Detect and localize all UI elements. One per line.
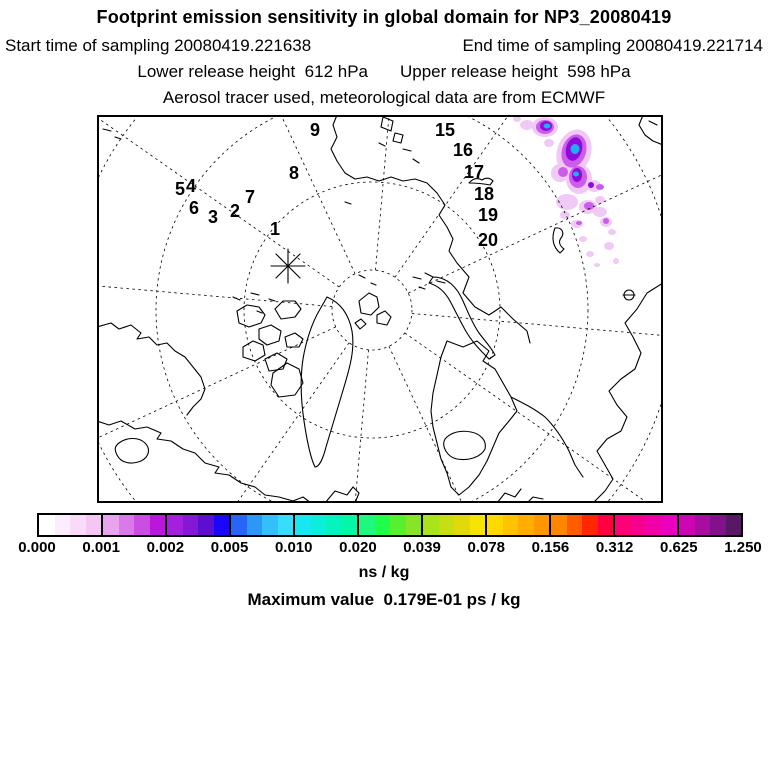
end-time-label: End time of sampling 20080419.221714 bbox=[462, 36, 763, 55]
colorbar-tick: 0.005 bbox=[210, 539, 249, 556]
upper-release-label: Upper release height 598 hPa bbox=[400, 62, 631, 81]
emission-plume bbox=[513, 116, 619, 267]
colorbar-block bbox=[549, 513, 615, 537]
coastline-path bbox=[593, 283, 663, 503]
max-value-label: Maximum value 0.179E-01 ps / kg bbox=[247, 590, 521, 609]
colorbar-tick: 1.250 bbox=[724, 539, 762, 556]
island bbox=[265, 353, 287, 371]
colorbar-cell bbox=[103, 515, 119, 535]
trajectory-label: 6 bbox=[188, 198, 200, 218]
trajectory-label: 2 bbox=[229, 201, 241, 221]
iceland-outline bbox=[444, 431, 486, 459]
island bbox=[381, 117, 403, 143]
colorbar-cell bbox=[567, 515, 583, 535]
colorbar-cell bbox=[278, 515, 294, 535]
trajectory-label: 19 bbox=[477, 205, 499, 225]
coastline-path bbox=[511, 397, 583, 477]
island bbox=[355, 319, 366, 329]
trajectory-label: 4 bbox=[185, 176, 197, 196]
colorbar-cell bbox=[342, 515, 358, 535]
colorbar-tick: 0.039 bbox=[403, 539, 441, 556]
colorbar bbox=[37, 513, 743, 537]
trajectory-label: 1 bbox=[269, 219, 281, 239]
island bbox=[359, 293, 379, 315]
colorbar-cell bbox=[183, 515, 199, 535]
colorbar-cell bbox=[662, 515, 678, 535]
scandinavia-outline bbox=[431, 341, 517, 495]
colorbar-tick: 0.000 bbox=[18, 539, 56, 556]
trajectory-label: 17 bbox=[463, 162, 485, 182]
colorbar-cell bbox=[454, 515, 470, 535]
island-specks bbox=[103, 129, 419, 204]
coastline-path bbox=[97, 421, 311, 503]
colorbar-cell bbox=[375, 515, 391, 535]
colorbar-cell bbox=[86, 515, 102, 535]
trajectory-label: 3 bbox=[207, 207, 219, 227]
island-specks bbox=[359, 273, 445, 289]
colorbar-cell bbox=[695, 515, 711, 535]
colorbar-cell bbox=[710, 515, 726, 535]
colorbar-block bbox=[293, 513, 359, 537]
island bbox=[285, 333, 303, 347]
trajectory-label: 9 bbox=[309, 120, 321, 140]
colorbar-cell bbox=[534, 515, 550, 535]
lake-outline bbox=[115, 439, 148, 464]
colorbar-cell bbox=[214, 515, 230, 535]
colorbar-block bbox=[613, 513, 679, 537]
colorbar-block bbox=[677, 513, 743, 537]
colorbar-block bbox=[357, 513, 423, 537]
colorbar-cell bbox=[70, 515, 86, 535]
colorbar-cell bbox=[311, 515, 327, 535]
tracer-line: Aerosol tracer used, meteorological data are from ECMWF bbox=[162, 88, 606, 107]
colorbar-cell bbox=[198, 515, 214, 535]
colorbar-block bbox=[37, 513, 103, 537]
colorbar-tick: 0.010 bbox=[274, 539, 313, 556]
colorbar-cell bbox=[582, 515, 598, 535]
colorbar-cell bbox=[423, 515, 439, 535]
trajectory-label: 8 bbox=[288, 163, 300, 183]
colorbar-cell bbox=[390, 515, 406, 535]
colorbar-tick: 0.312 bbox=[595, 539, 634, 556]
coastline-path bbox=[97, 323, 205, 415]
island bbox=[271, 363, 303, 397]
colorbar-cell bbox=[39, 515, 55, 535]
island bbox=[259, 325, 281, 345]
trajectory-hour-labels bbox=[175, 120, 498, 250]
colorbar-cell bbox=[262, 515, 278, 535]
colorbar-block bbox=[421, 513, 487, 537]
release-heights-row bbox=[0, 62, 768, 82]
trajectory-label: 20 bbox=[477, 230, 499, 250]
trajectory-label: 18 bbox=[473, 184, 495, 204]
coastline-path bbox=[639, 115, 663, 145]
colorbar-tick: 0.156 bbox=[531, 539, 570, 556]
colorbar-unit-label: ns / kg bbox=[358, 564, 410, 581]
colorbar-tick: 0.002 bbox=[146, 539, 185, 556]
colorbar-cell bbox=[487, 515, 503, 535]
colorbar-block bbox=[485, 513, 551, 537]
start-time-label: Start time of sampling 20080419.221638 bbox=[5, 36, 312, 55]
colorbar-block bbox=[101, 513, 167, 537]
colorbar-cell bbox=[631, 515, 647, 535]
island bbox=[243, 341, 265, 361]
colorbar-tick: 0.020 bbox=[339, 539, 377, 556]
colorbar-cell bbox=[119, 515, 135, 535]
colorbar-tick: 0.625 bbox=[660, 539, 698, 556]
sampling-times-row bbox=[0, 36, 768, 56]
colorbar-cell bbox=[134, 515, 150, 535]
colorbar-cell bbox=[598, 515, 614, 535]
trajectory-label: 16 bbox=[452, 140, 474, 160]
coastline-path bbox=[497, 489, 543, 503]
colorbar-cell bbox=[167, 515, 183, 535]
colorbar-cell bbox=[326, 515, 342, 535]
release-location-marker bbox=[271, 249, 305, 283]
island bbox=[553, 228, 564, 253]
trajectory-label: 15 bbox=[434, 120, 456, 140]
colorbar-cell bbox=[551, 515, 567, 535]
colorbar-cell bbox=[646, 515, 662, 535]
page-title: Footprint emission sensitivity in global domain for NP3_20080419 bbox=[96, 7, 672, 27]
colorbar-block bbox=[229, 513, 295, 537]
colorbar-tick: 0.078 bbox=[467, 539, 506, 556]
trajectory-label: 7 bbox=[244, 187, 256, 207]
colorbar-cell bbox=[359, 515, 375, 535]
colorbar-cell bbox=[55, 515, 71, 535]
colorbar-cell bbox=[726, 515, 742, 535]
colorbar-cell bbox=[615, 515, 631, 535]
colorbar-cell bbox=[295, 515, 311, 535]
colorbar-tick: 0.001 bbox=[82, 539, 120, 556]
colorbar-cell bbox=[470, 515, 486, 535]
colorbar-cell bbox=[247, 515, 263, 535]
island bbox=[237, 305, 265, 327]
colorbar-cell bbox=[439, 515, 455, 535]
colorbar-cell bbox=[231, 515, 247, 535]
colorbar-cell bbox=[503, 515, 519, 535]
coastline-path bbox=[325, 487, 359, 503]
colorbar-block bbox=[165, 513, 231, 537]
trajectory-label: 5 bbox=[174, 179, 186, 199]
island bbox=[275, 301, 301, 319]
colorbar-cell bbox=[406, 515, 422, 535]
colorbar-cell bbox=[150, 515, 166, 535]
arctic-map-plot bbox=[97, 115, 663, 503]
colorbar-cell bbox=[679, 515, 695, 535]
lower-release-label: Lower release height 612 hPa bbox=[137, 62, 368, 81]
colorbar-cell bbox=[518, 515, 534, 535]
island bbox=[377, 311, 391, 325]
greenland-outline bbox=[301, 297, 353, 467]
